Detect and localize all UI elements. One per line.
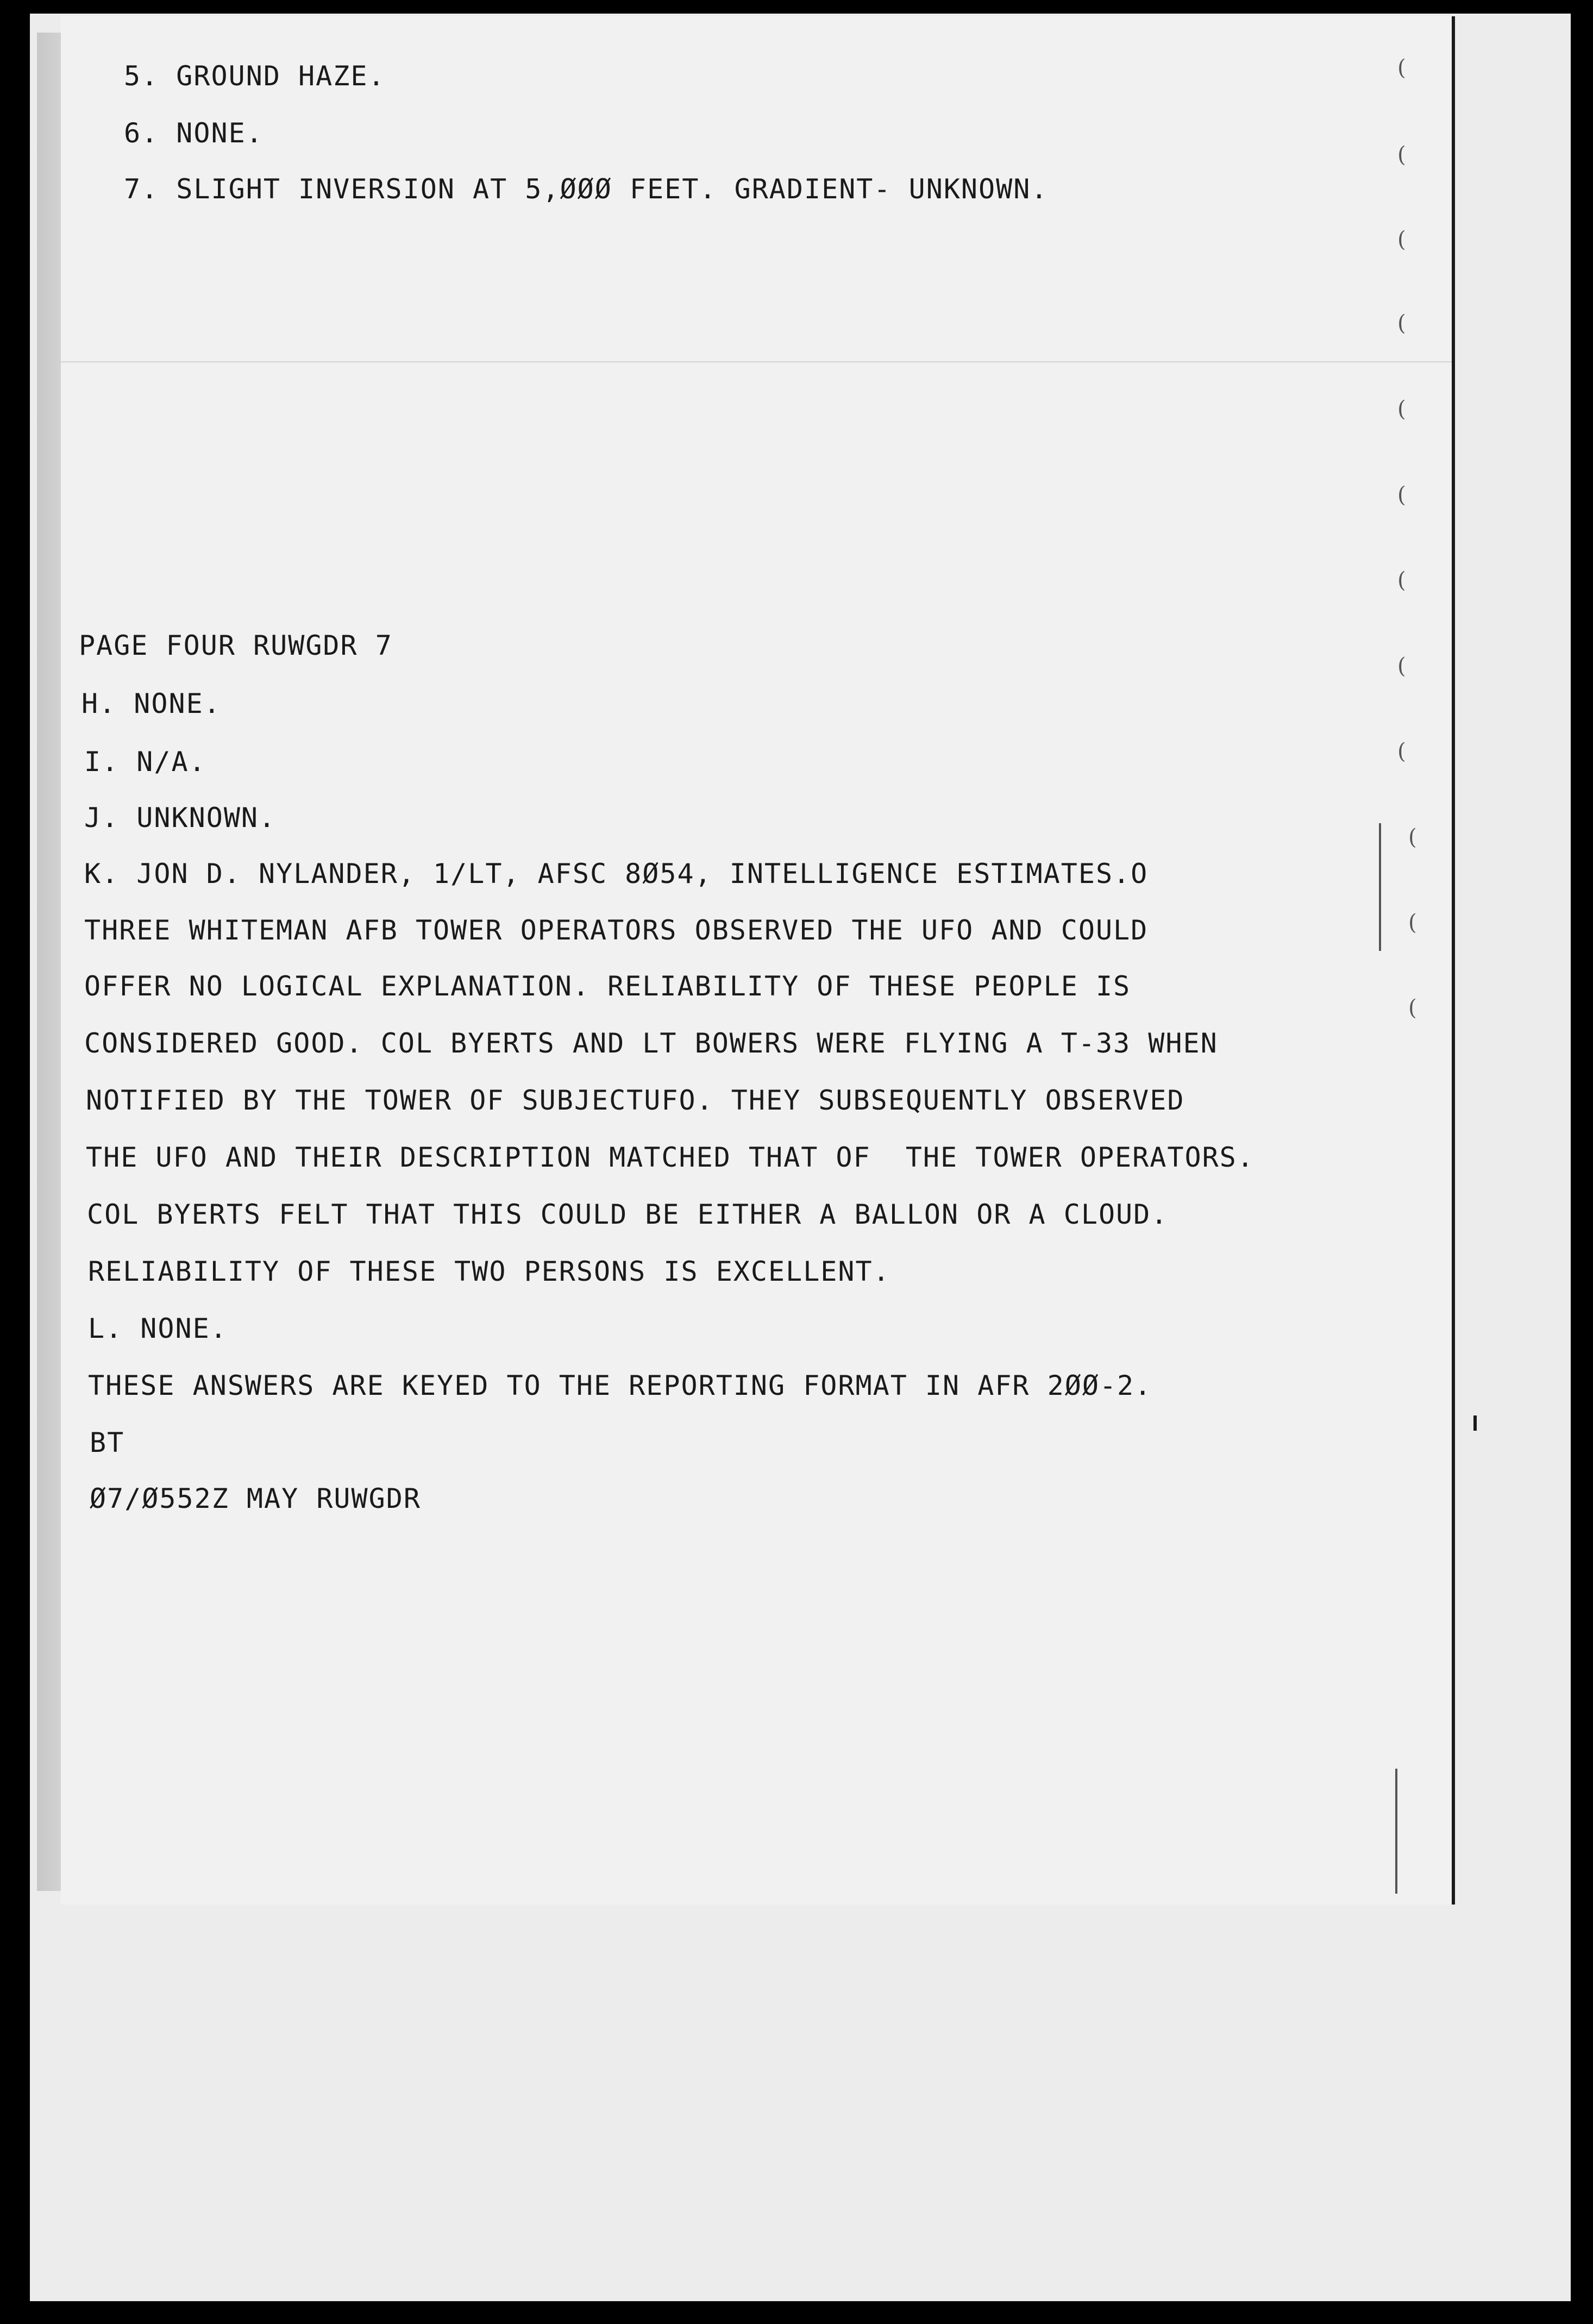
perforation-mark: ( xyxy=(1408,995,1417,1020)
perforation-mark: ( xyxy=(1408,825,1417,850)
text-line: CONSIDERED GOOD. COL BYERTS AND LT BOWERS WERE FLYING A T-33 WHEN xyxy=(84,1028,1218,1059)
text-line: I. N/A. xyxy=(84,746,206,778)
text-line: L. NONE. xyxy=(88,1313,228,1344)
text-line: THESE ANSWERS ARE KEYED TO THE REPORTING FORMAT IN AFR 2ØØ-2. xyxy=(88,1370,1152,1401)
perforation-mark: ( xyxy=(1397,654,1406,679)
perforation-mark: ( xyxy=(1397,483,1406,508)
page-heading: PAGE FOUR RUWGDR 7 xyxy=(79,630,393,661)
text-line: 5. GROUND HAZE. xyxy=(124,60,386,92)
text-line: THREE WHITEMAN AFB TOWER OPERATORS OBSERVED THE UFO AND COULD xyxy=(84,914,1149,946)
perforation-mark: ( xyxy=(1397,142,1406,167)
text-line: K. JON D. NYLANDER, 1/LT, AFSC 8Ø54, INTELLIGENCE ESTIMATES.O xyxy=(84,858,1149,889)
text-line: BT xyxy=(90,1427,125,1458)
perforation-mark: ( xyxy=(1397,397,1406,422)
text-line: J. UNKNOWN. xyxy=(84,802,277,834)
perforation-mark: ( xyxy=(1397,227,1406,252)
text-line: Ø7/Ø552Z MAY RUWGDR xyxy=(90,1483,421,1514)
text-line: COL BYERTS FELT THAT THIS COULD BE EITHER A BALLON OR A CLOUD. xyxy=(87,1199,1169,1230)
perforation-mark: ( xyxy=(1397,739,1406,764)
text-line: NOTIFIED BY THE TOWER OF SUBJECTUFO. THEY SUBSEQUENTLY OBSERVED xyxy=(86,1085,1185,1116)
perforation-mark: ( xyxy=(1397,568,1406,593)
text-line: 6. NONE. xyxy=(124,117,264,149)
text-line: H. NONE. xyxy=(81,688,221,719)
perforation-mark: ( xyxy=(1408,910,1417,935)
perforation-mark: ( xyxy=(1397,55,1406,80)
text-line: THE UFO AND THEIR DESCRIPTION MATCHED THAT OF THE TOWER OPERATORS. xyxy=(86,1142,1255,1173)
perforation-mark: ( xyxy=(1397,311,1406,336)
text-line: 7. SLIGHT INVERSION AT 5,ØØØ FEET. GRADIENT- UNKNOWN. xyxy=(124,173,1049,205)
text-line: OFFER NO LOGICAL EXPLANATION. RELIABILITY OF THESE PEOPLE IS xyxy=(84,970,1131,1002)
text-line: RELIABILITY OF THESE TWO PERSONS IS EXCELLENT. xyxy=(88,1256,890,1287)
